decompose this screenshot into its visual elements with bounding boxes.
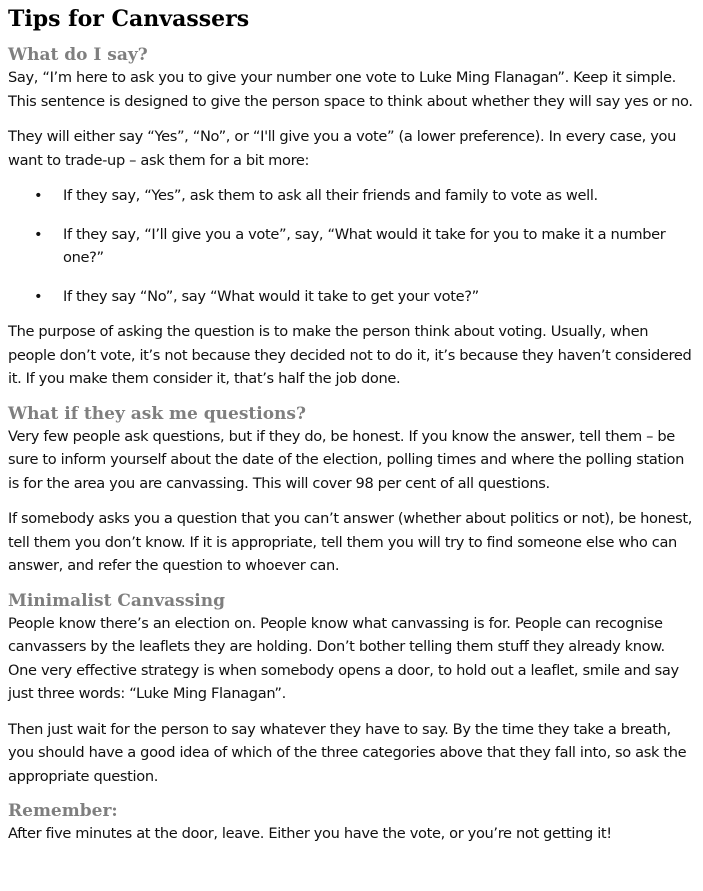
list-item-text: If they say, “Yes”, ask them to ask all their friends and family to vote as well. bbox=[63, 187, 598, 204]
paragraph: Say, “I’m here to ask you to give your number one vote to Luke Ming Flanagan”. Keep it simple. This sentence is designed to give the person space to think about whether they will say yes or no. bbox=[8, 69, 693, 110]
section-what-do-i-say bbox=[8, 44, 694, 391]
paragraph: They will either say “Yes”, “No”, or “I'll give you a vote” (a lower preference). In every case, you want to trade-up – ask them for a bit more: bbox=[8, 128, 676, 169]
bullet-icon: • bbox=[34, 287, 43, 305]
page-title: Tips for Canvassers bbox=[8, 6, 250, 32]
list-item bbox=[8, 223, 694, 270]
list-item bbox=[8, 184, 694, 208]
paragraph: People know there’s an election on. People know what canvassing is for. People can recognise canvassers by the leaflets they are holding. Don’t bother telling them stuff they already know. One very effective strategy is when somebody opens a door, to hold out a leaflet, smile and say just three words: “Luke Ming Flanagan”. bbox=[8, 614, 679, 702]
paragraph: If somebody asks you a question that you can’t answer (whether about politics or not), be honest, tell them you don’t know. If it is appropriate, tell them you will try to find someone else who can answer, and refer the question to whoever can. bbox=[8, 510, 693, 574]
bullet-icon: • bbox=[34, 225, 43, 243]
paragraph: Then just wait for the person to say whatever they have to say. By the time they take a breath, you should have a good idea of which of the three categories above that they fall into, so ask the appropriate question. bbox=[8, 720, 687, 785]
bullet-list bbox=[8, 184, 694, 308]
paragraph: The purpose of asking the question is to make the person think about voting. Usually, when people don’t vote, it’s not because they decided not to do it, it’s because they haven’t considered it. If you make them consider it, that’s half the job done. bbox=[8, 323, 692, 387]
section-questions bbox=[8, 403, 694, 578]
section-remember bbox=[8, 800, 694, 846]
list-item-text: If they say, “I’ll give you a vote”, say, “What would it take for you to make it a number one?” bbox=[63, 225, 666, 266]
section-heading: Remember: bbox=[8, 801, 118, 821]
paragraph: Very few people ask questions, but if they do, be honest. If you know the answer, tell them – be sure to inform yourself about the date of the election, polling times and where the polling station is for the area you are canvassing. This will cover 98 per cent of all questions. bbox=[8, 427, 685, 492]
bullet-icon: • bbox=[34, 187, 43, 204]
list-item bbox=[8, 285, 694, 309]
section-heading: What do I say? bbox=[8, 45, 148, 65]
list-item-text: If they say “No”, say “What would it take to get your vote?” bbox=[63, 287, 479, 305]
section-heading: Minimalist Canvassing bbox=[8, 590, 225, 611]
section-minimalist-canvassing bbox=[8, 590, 694, 789]
section-heading: What if they ask me questions? bbox=[8, 403, 306, 424]
paragraph: After five minutes at the door, leave. Either you have the vote, or you’re not getting it! bbox=[8, 825, 612, 842]
